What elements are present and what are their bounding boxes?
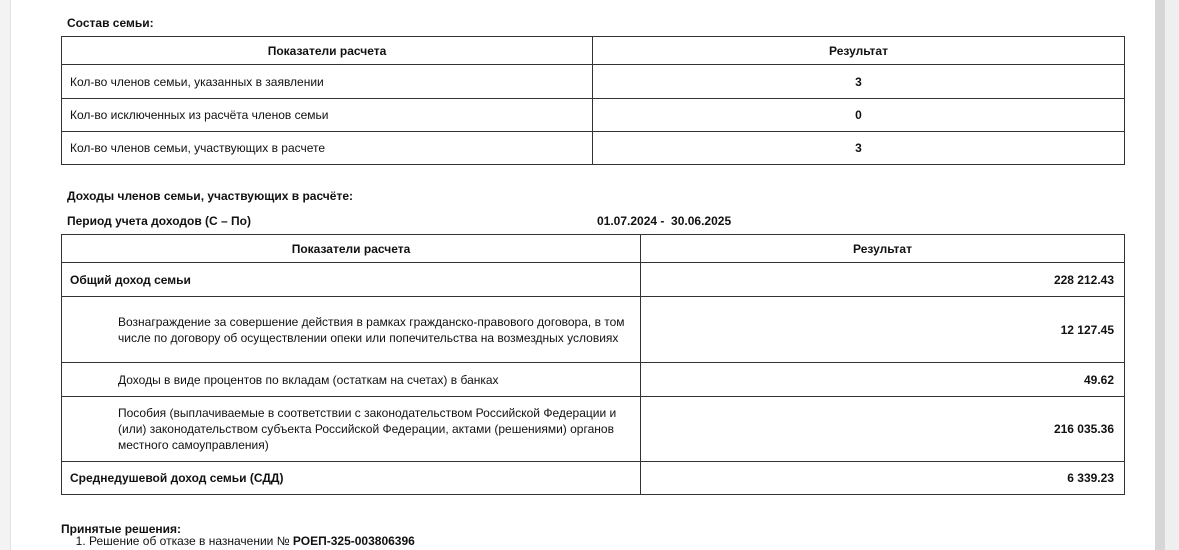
row-label: Среднедушевой доход семьи (СДД) bbox=[62, 462, 641, 495]
decision-text: Решение об отказе в назначении № bbox=[89, 534, 293, 548]
period-value: 01.07.2024 - 30.06.2025 bbox=[597, 214, 732, 228]
scrollbar[interactable] bbox=[1155, 0, 1165, 550]
header-indicator: Показатели расчета bbox=[62, 235, 641, 263]
row-value: 49.62 bbox=[641, 363, 1125, 397]
header-indicator: Показатели расчета bbox=[62, 37, 593, 65]
row-value: 228 212.43 bbox=[641, 263, 1125, 297]
table-row bbox=[62, 99, 1125, 132]
row-label: Пособия (выплачиваемые в соответствии с законодательством Российской Федерации и (или) законодательством субъекта Российской Федерации, актами (решениями) органов местного самоуправления) bbox=[62, 397, 641, 462]
table-row bbox=[62, 65, 1125, 99]
header-result: Результат bbox=[593, 37, 1125, 65]
decisions-section bbox=[61, 523, 415, 547]
family-title: Состав семьи: bbox=[67, 16, 154, 30]
decision-number: РОЕП-325-003806396 bbox=[292, 534, 415, 548]
table-row bbox=[62, 132, 1125, 165]
table-row bbox=[62, 397, 1125, 462]
decision-item bbox=[89, 535, 415, 547]
row-value: 3 bbox=[593, 132, 1125, 165]
decisions-list bbox=[61, 535, 415, 547]
total-row bbox=[62, 263, 1125, 297]
family-table bbox=[61, 36, 1125, 165]
row-value: 216 035.36 bbox=[641, 397, 1125, 462]
row-value: 3 bbox=[593, 65, 1125, 99]
row-label: Кол-во исключенных из расчёта членов семьи bbox=[62, 99, 593, 132]
income-table bbox=[61, 234, 1125, 495]
row-value: 0 bbox=[593, 99, 1125, 132]
row-value: 6 339.23 bbox=[641, 462, 1125, 495]
income-title: Доходы членов семьи, участвующих в расчёте: bbox=[67, 189, 353, 203]
period-label: Период учета доходов (С – По) bbox=[67, 214, 251, 228]
page-margin-left bbox=[0, 0, 11, 550]
table-header bbox=[62, 37, 1125, 65]
row-label: Доходы в виде процентов по вкладам (остаткам на счетах) в банках bbox=[62, 363, 641, 397]
page-margin-right bbox=[1165, 0, 1179, 550]
header-result: Результат bbox=[641, 235, 1125, 263]
row-label: Кол-во членов семьи, указанных в заявлении bbox=[62, 65, 593, 99]
table-row bbox=[62, 363, 1125, 397]
decisions-title: Принятые решения: bbox=[61, 522, 182, 536]
row-label: Общий доход семьи bbox=[62, 263, 641, 297]
row-label: Вознаграждение за совершение действия в рамках гражданско-правового договора, в том числе по договору об осуществлении опеки или попечительства на возмездных условиях bbox=[62, 297, 641, 363]
table-row bbox=[62, 297, 1125, 363]
table-header bbox=[62, 235, 1125, 263]
row-value: 12 127.45 bbox=[641, 297, 1125, 363]
row-label: Кол-во членов семьи, участвующих в расчете bbox=[62, 132, 593, 165]
average-row bbox=[62, 462, 1125, 495]
